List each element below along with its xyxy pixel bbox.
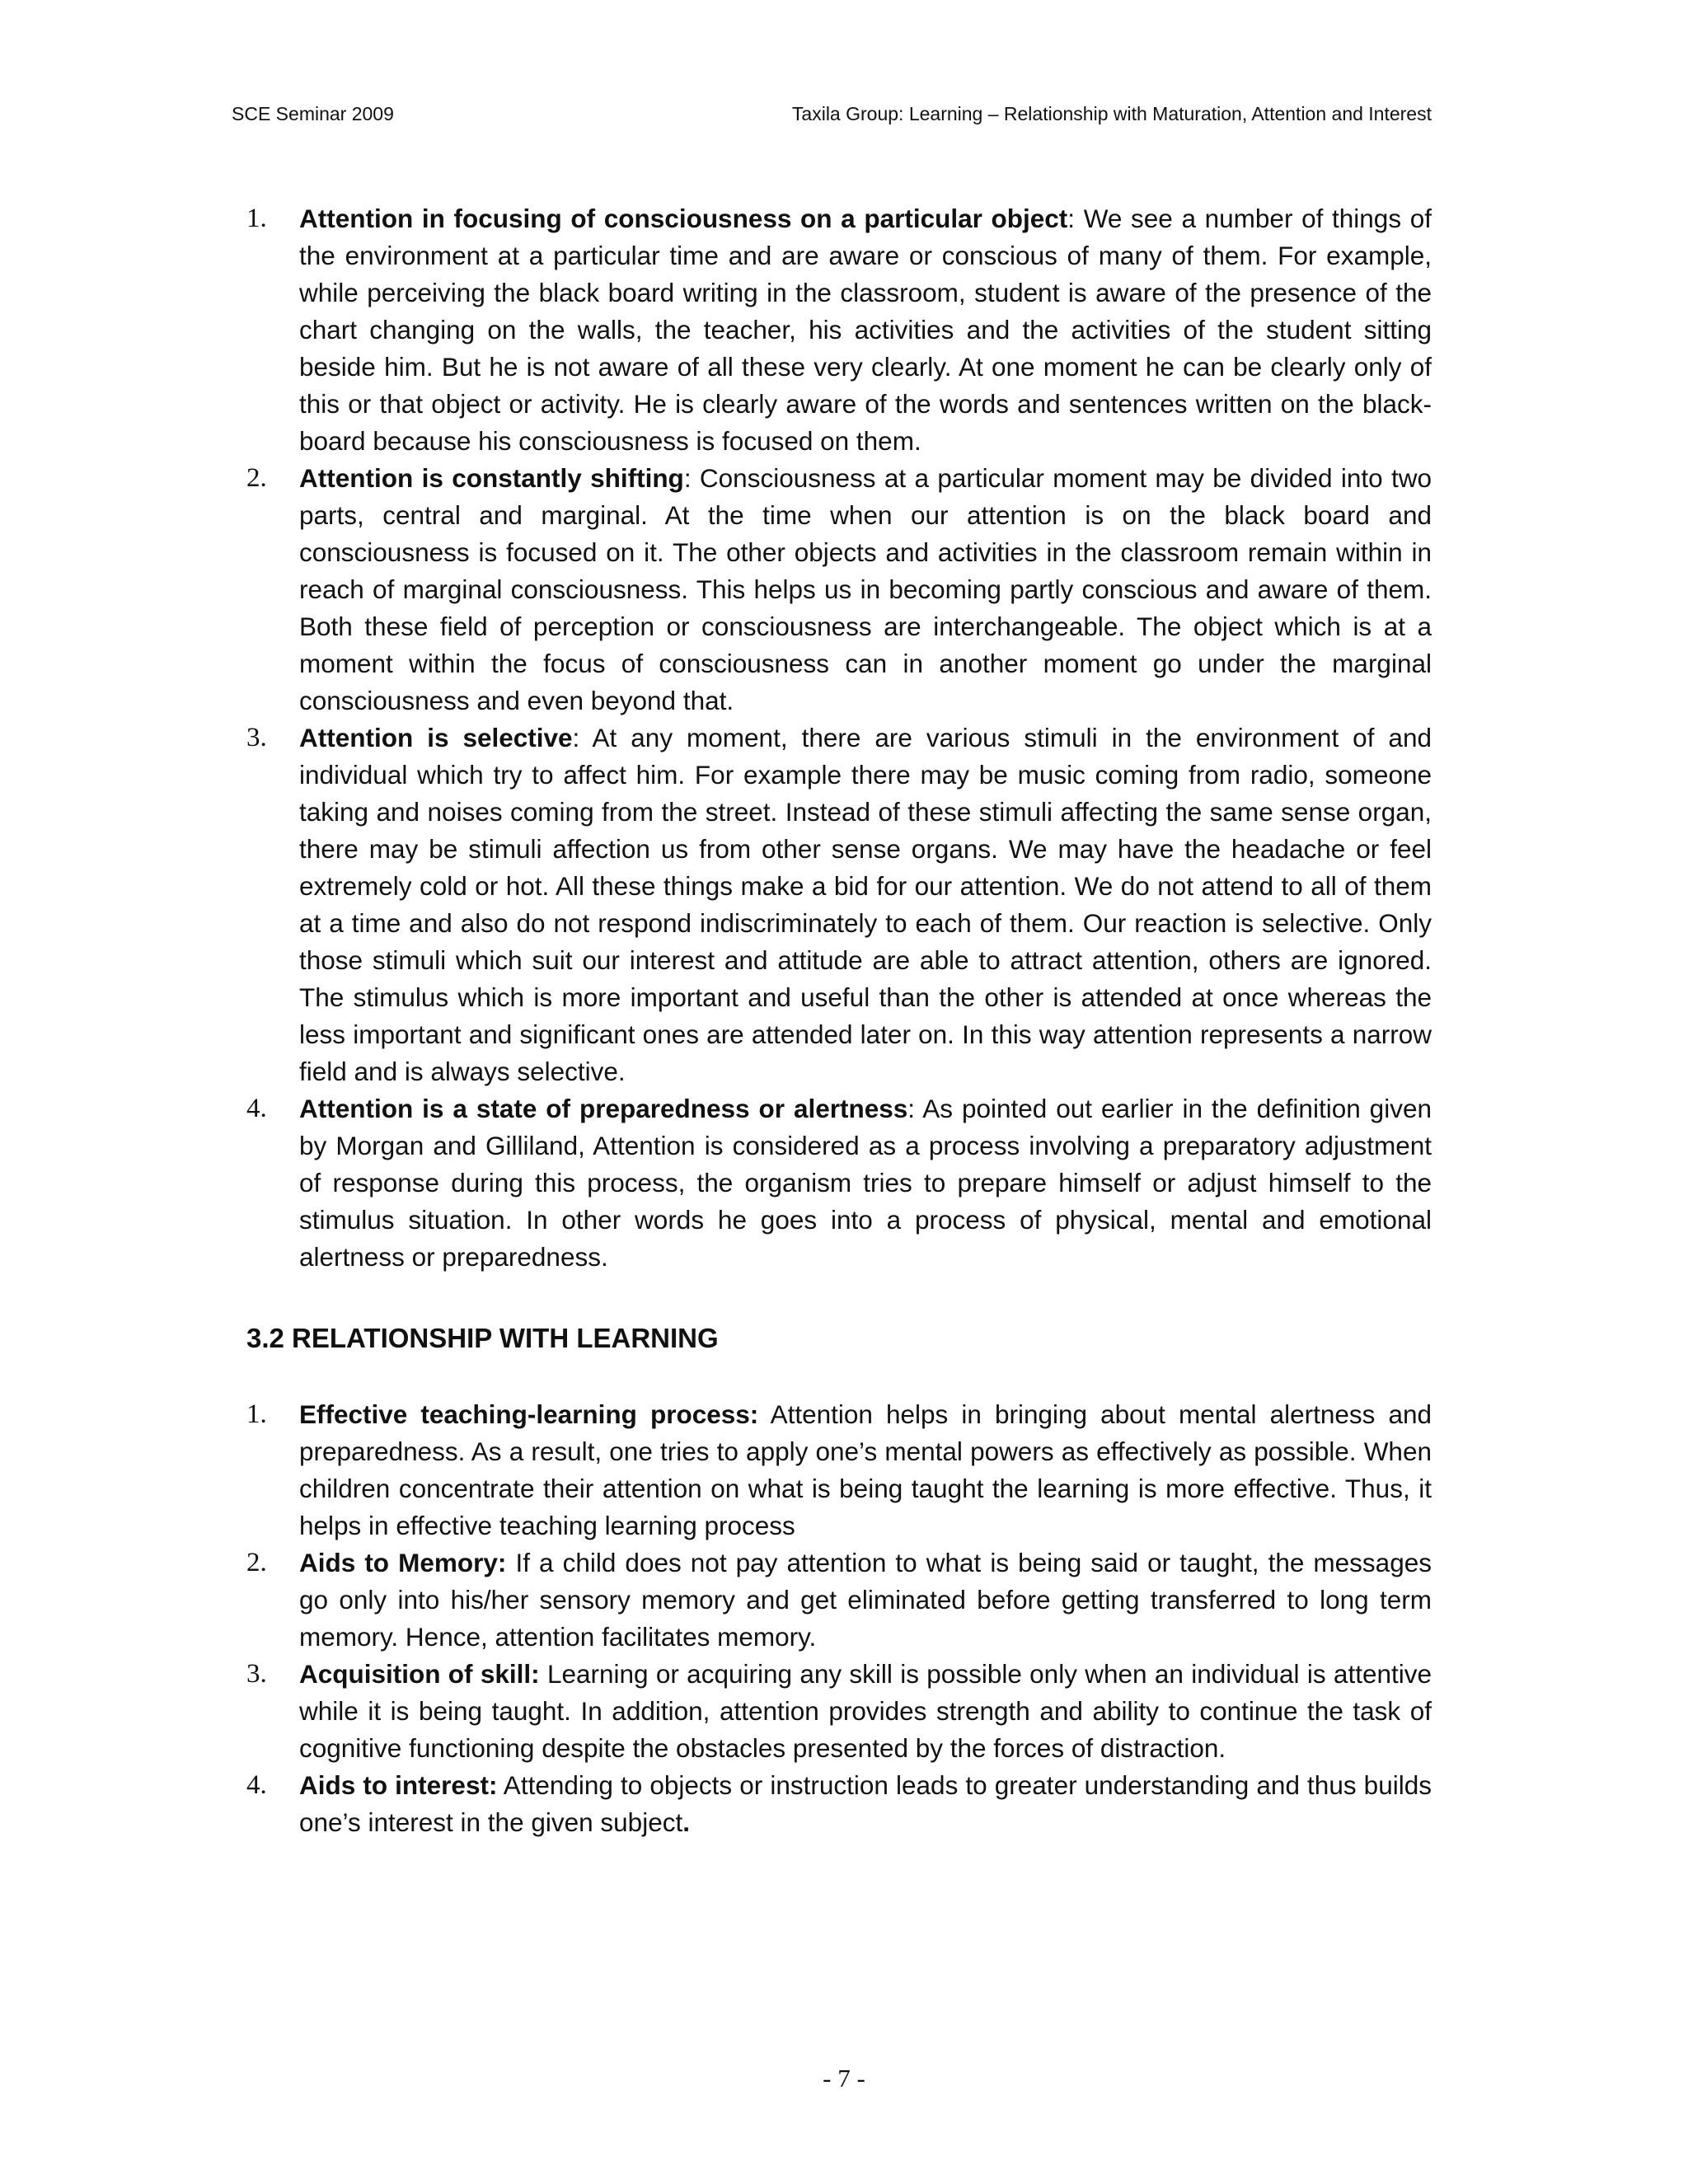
item-term: Attention in focusing of consciousness on a particular object	[299, 204, 1068, 233]
list-item	[246, 1090, 1432, 1276]
item-term: Attention is selective	[299, 723, 573, 752]
list-item	[246, 1656, 1432, 1767]
item-term: Attention is a state of preparedness or alertness	[299, 1094, 908, 1123]
list-item	[246, 460, 1432, 719]
item-tail: .	[682, 1807, 690, 1837]
page-number: - 7 -	[823, 2064, 865, 2093]
section-heading: 3.2 RELATIONSHIP WITH LEARNING	[246, 1323, 719, 1353]
item-term: Aids to interest:	[299, 1770, 498, 1800]
item-number: 1.	[246, 1399, 267, 1429]
item-number: 4.	[246, 1094, 267, 1123]
list-item	[246, 1544, 1432, 1656]
item-text: : As pointed out earlier in the definition given by Morgan and Gilliland, Attention is considered as a process involving a preparatory adjustment of response during this process, the organism tries to prepare himself or adjust himself to the stimulus situation. In other words he goes into a process of physical, mental and emotional alertness or preparedness.	[299, 1094, 1432, 1272]
item-text: Learning or acquiring any skill is possible only when an individual is attentive while it is being taught. In addition, attention provides strength and ability to continue the task of cognitive functioning despite the obstacles presented by the forces of distraction.	[299, 1659, 1432, 1763]
list-item	[246, 200, 1432, 460]
item-text: : We see a number of things of the environment at a particular time and are aware or conscious of many of them. For example, while perceiving the black board writing in the classroom, student is aware of the presence of the chart changing on the walls, the teacher, his activities and the activities of the student sitting beside him. But he is not aware of all these very clearly. At one moment he can be clearly only of this or that object or activity. He is clearly aware of the words and sentences written on the black-board because his consciousness is focused on them.	[299, 204, 1432, 456]
item-text: If a child does not pay attention to what is being said or taught, the messages go only into his/her sensory memory and get eliminated before getting transferred to long term memory. Hence, attention facilitates memory.	[299, 1548, 1432, 1652]
item-number: 3.	[246, 1659, 267, 1689]
item-number: 1.	[246, 204, 267, 233]
list-item	[246, 1767, 1432, 1841]
item-term: Acquisition of skill:	[299, 1659, 540, 1689]
list-item	[246, 719, 1432, 1090]
item-text: Attention helps in bringing about mental alertness and preparedness. As a result, one tries to apply one’s mental powers as effectively as possible. When children concentrate their attention on what is being taught the learning is more effective. Thus, it helps in effective teaching learning process	[299, 1399, 1432, 1540]
page-header	[232, 99, 1432, 129]
learning-relationships-list	[246, 1396, 1432, 1841]
header-right-text: Taxila Group: Learning – Relationship with Maturation, Attention and Interest	[791, 103, 1432, 124]
item-number: 2.	[246, 463, 267, 493]
attention-characteristics-list	[246, 200, 1432, 1276]
list-item	[246, 1396, 1432, 1544]
item-text: : Consciousness at a particular moment may be divided into two parts, central and marginal. At the time when our attention is on the black board and consciousness is focused on it. The other objects and activities in the classroom remain within in reach of marginal consciousness. This helps us in becoming partly conscious and aware of them. Both these field of perception or consciousness are interchangeable. The object which is at a moment within the focus of consciousness can in another moment go under the marginal consciousness and even beyond that.	[299, 463, 1432, 715]
item-number: 4.	[246, 1770, 267, 1800]
item-number: 3.	[246, 723, 267, 752]
item-term: Effective teaching-learning process:	[299, 1399, 759, 1429]
item-term: Attention is constantly shifting	[299, 463, 684, 493]
header-left-text: SCE Seminar 2009	[232, 103, 394, 124]
item-text: : At any moment, there are various stimuli in the environment of and individual which try to affect him. For example there may be music coming from radio, someone taking and noises coming from the street. Instead of these stimuli affecting the same sense organ, there may be stimuli affection us from other sense organs. We may have the headache or feel extremely cold or hot. All these things make a bid for our attention. We do not attend to all of them at a time and also do not respond indiscriminately to each of them. Our reaction is selective. Only those stimuli which suit our interest and attitude are able to attract attention, others are ignored. The stimulus which is more important and useful than the other is attended at once whereas the less important and significant ones are attended later on. In this way attention represents a narrow field and is always selective.	[299, 723, 1432, 1086]
item-text: Attending to objects or instruction leads to greater understanding and thus builds one’s interest in the given subject	[299, 1770, 1432, 1837]
item-number: 2.	[246, 1548, 267, 1577]
page-content	[246, 200, 1432, 1841]
item-term: Aids to Memory:	[299, 1548, 507, 1577]
